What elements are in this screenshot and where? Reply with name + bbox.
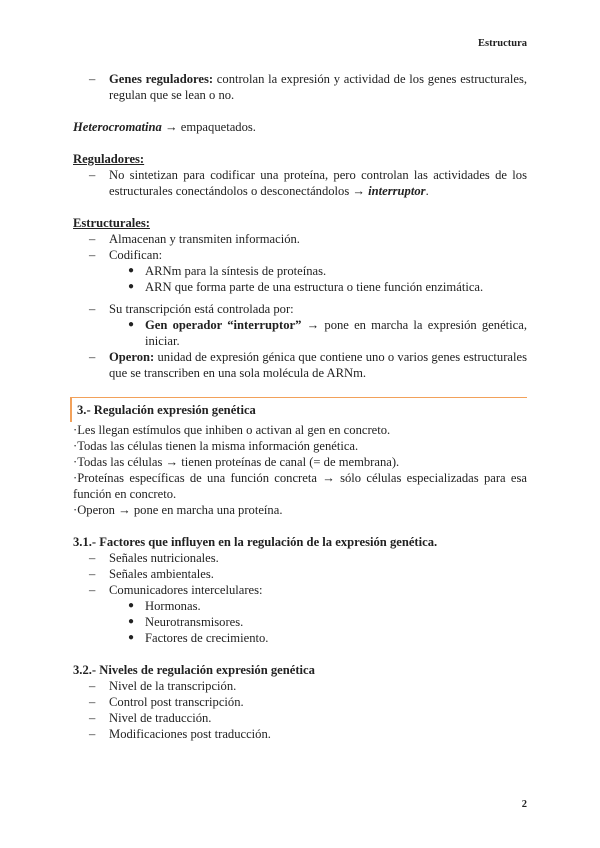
dash-marker: – xyxy=(89,248,96,262)
dash-marker: – xyxy=(89,168,96,182)
dash-marker: – xyxy=(89,551,96,565)
bullet-marker: ● xyxy=(128,632,135,643)
estructurales-item-1 xyxy=(73,231,527,247)
reguladores-title: Reguladores: xyxy=(73,152,145,166)
nivel-item-1 xyxy=(73,678,527,694)
factor-item-3 xyxy=(73,582,527,598)
dash-marker: – xyxy=(89,72,96,86)
page-header: Estructura xyxy=(478,38,527,49)
nivel-item-4-text: Modificaciones post traducción. xyxy=(109,727,271,741)
bullet-marker: ● xyxy=(128,319,135,330)
page-content xyxy=(73,71,527,742)
dash-marker: – xyxy=(89,232,96,246)
gen-operador-text: → pone en marcha la expresión genética, iniciar. xyxy=(145,318,527,348)
factor-item-2-text: Señales ambientales. xyxy=(109,567,214,581)
factor-sub-2 xyxy=(73,614,527,630)
nivel-item-4 xyxy=(73,726,527,742)
reguladores-arrow: → xyxy=(352,184,369,198)
genes-reguladores-item xyxy=(73,71,527,103)
estructurales-title: Estructurales: xyxy=(73,216,150,230)
nivel-item-1-text: Nivel de la transcripción. xyxy=(109,679,237,693)
genes-reguladores-term: Genes reguladores: xyxy=(109,72,214,86)
estructurales-item-3 xyxy=(73,301,527,317)
estructurales-item-2-text: Codifican: xyxy=(109,248,163,262)
estructurales-sub-2 xyxy=(73,279,527,295)
bullet-marker: ● xyxy=(128,281,135,292)
estructurales-sub-1 xyxy=(73,263,527,279)
factor-item-1 xyxy=(73,550,527,566)
operon-text: unidad de expresión génica que contiene uno o varios genes estructurales que se transcriben en una sola molécula de ARNm. xyxy=(109,350,527,380)
page-number: 2 xyxy=(521,799,527,810)
section-3-line-2: ·Todas las células tienen la misma información genética. xyxy=(73,439,359,453)
estructurales-item-1-text: Almacenan y transmiten información. xyxy=(109,232,300,246)
estructurales-item-3-text: Su transcripción está controlada por: xyxy=(109,302,294,316)
heterocromatina-text: empaquetados. xyxy=(180,120,256,134)
reguladores-em: interruptor xyxy=(368,184,426,198)
section-3-line-5: ·Operon → pone en marcha una proteína. xyxy=(73,503,283,517)
dash-marker: – xyxy=(89,695,96,709)
reguladores-end: . xyxy=(425,184,429,198)
reguladores-text: No sintetizan para codificar una proteína, pero controlan las actividades de los estructurales conectándolos o desconectándolos xyxy=(109,168,527,198)
factor-item-2 xyxy=(73,566,527,582)
genes-reguladores-text: controlan la expresión y actividad de los genes estructurales, regulan que se lean o no. xyxy=(109,72,527,102)
factor-item-3-text: Comunicadores intercelulares: xyxy=(109,583,263,597)
nivel-item-3-text: Nivel de traducción. xyxy=(109,711,212,725)
dash-marker: – xyxy=(89,302,96,316)
bullet-marker: ● xyxy=(128,600,135,611)
factor-item-1-text: Señales nutricionales. xyxy=(109,551,219,565)
factor-sub-1-text: Hormonas. xyxy=(145,599,201,613)
heterocromatina-arrow: → xyxy=(161,120,181,134)
section-3-line-3: ·Todas las células → tienen proteínas de canal (= de membrana). xyxy=(73,455,400,469)
bullet-marker: ● xyxy=(128,265,135,276)
dash-marker: – xyxy=(89,727,96,741)
heterocromatina-line xyxy=(73,119,527,135)
heterocromatina-term: Heterocromatina xyxy=(73,120,162,134)
dash-marker: – xyxy=(89,583,96,597)
operon-term: Operon: xyxy=(109,350,155,364)
bullet-marker: ● xyxy=(128,616,135,627)
estructurales-sub-1-text: ARNm para la síntesis de proteínas. xyxy=(145,264,327,278)
gen-operador-term: Gen operador “interruptor” xyxy=(145,318,302,332)
estructurales-sub-3 xyxy=(73,317,527,349)
dash-marker: – xyxy=(89,350,96,364)
section-3-1-title: 3.1.- Factores que influyen en la regulación de la expresión genética. xyxy=(73,535,438,549)
nivel-item-2-text: Control post transcripción. xyxy=(109,695,244,709)
estructurales-item-4 xyxy=(73,349,527,381)
factor-sub-1 xyxy=(73,598,527,614)
nivel-item-2 xyxy=(73,694,527,710)
section-3-line-4: ·Proteínas específicas de una función concreta → sólo células especializadas para esa función en concreto. xyxy=(73,471,527,501)
reguladores-item xyxy=(73,167,527,199)
dash-marker: – xyxy=(89,679,96,693)
factor-sub-3 xyxy=(73,630,527,646)
estructurales-item-2 xyxy=(73,247,527,263)
nivel-item-3 xyxy=(73,710,527,726)
dash-marker: – xyxy=(89,567,96,581)
section-3-2-title: 3.2.- Niveles de regulación expresión genética xyxy=(73,663,315,677)
factor-sub-3-text: Factores de crecimiento. xyxy=(145,631,269,645)
section-3-line-1: ·Les llegan estímulos que inhiben o activan al gen en concreto. xyxy=(73,423,391,437)
estructurales-sub-2-text: ARN que forma parte de una estructura o tiene función enzimática. xyxy=(145,280,484,294)
factor-sub-2-text: Neurotransmisores. xyxy=(145,615,244,629)
dash-marker: – xyxy=(89,711,96,725)
section-3-title: 3.- Regulación expresión genética xyxy=(70,397,527,422)
